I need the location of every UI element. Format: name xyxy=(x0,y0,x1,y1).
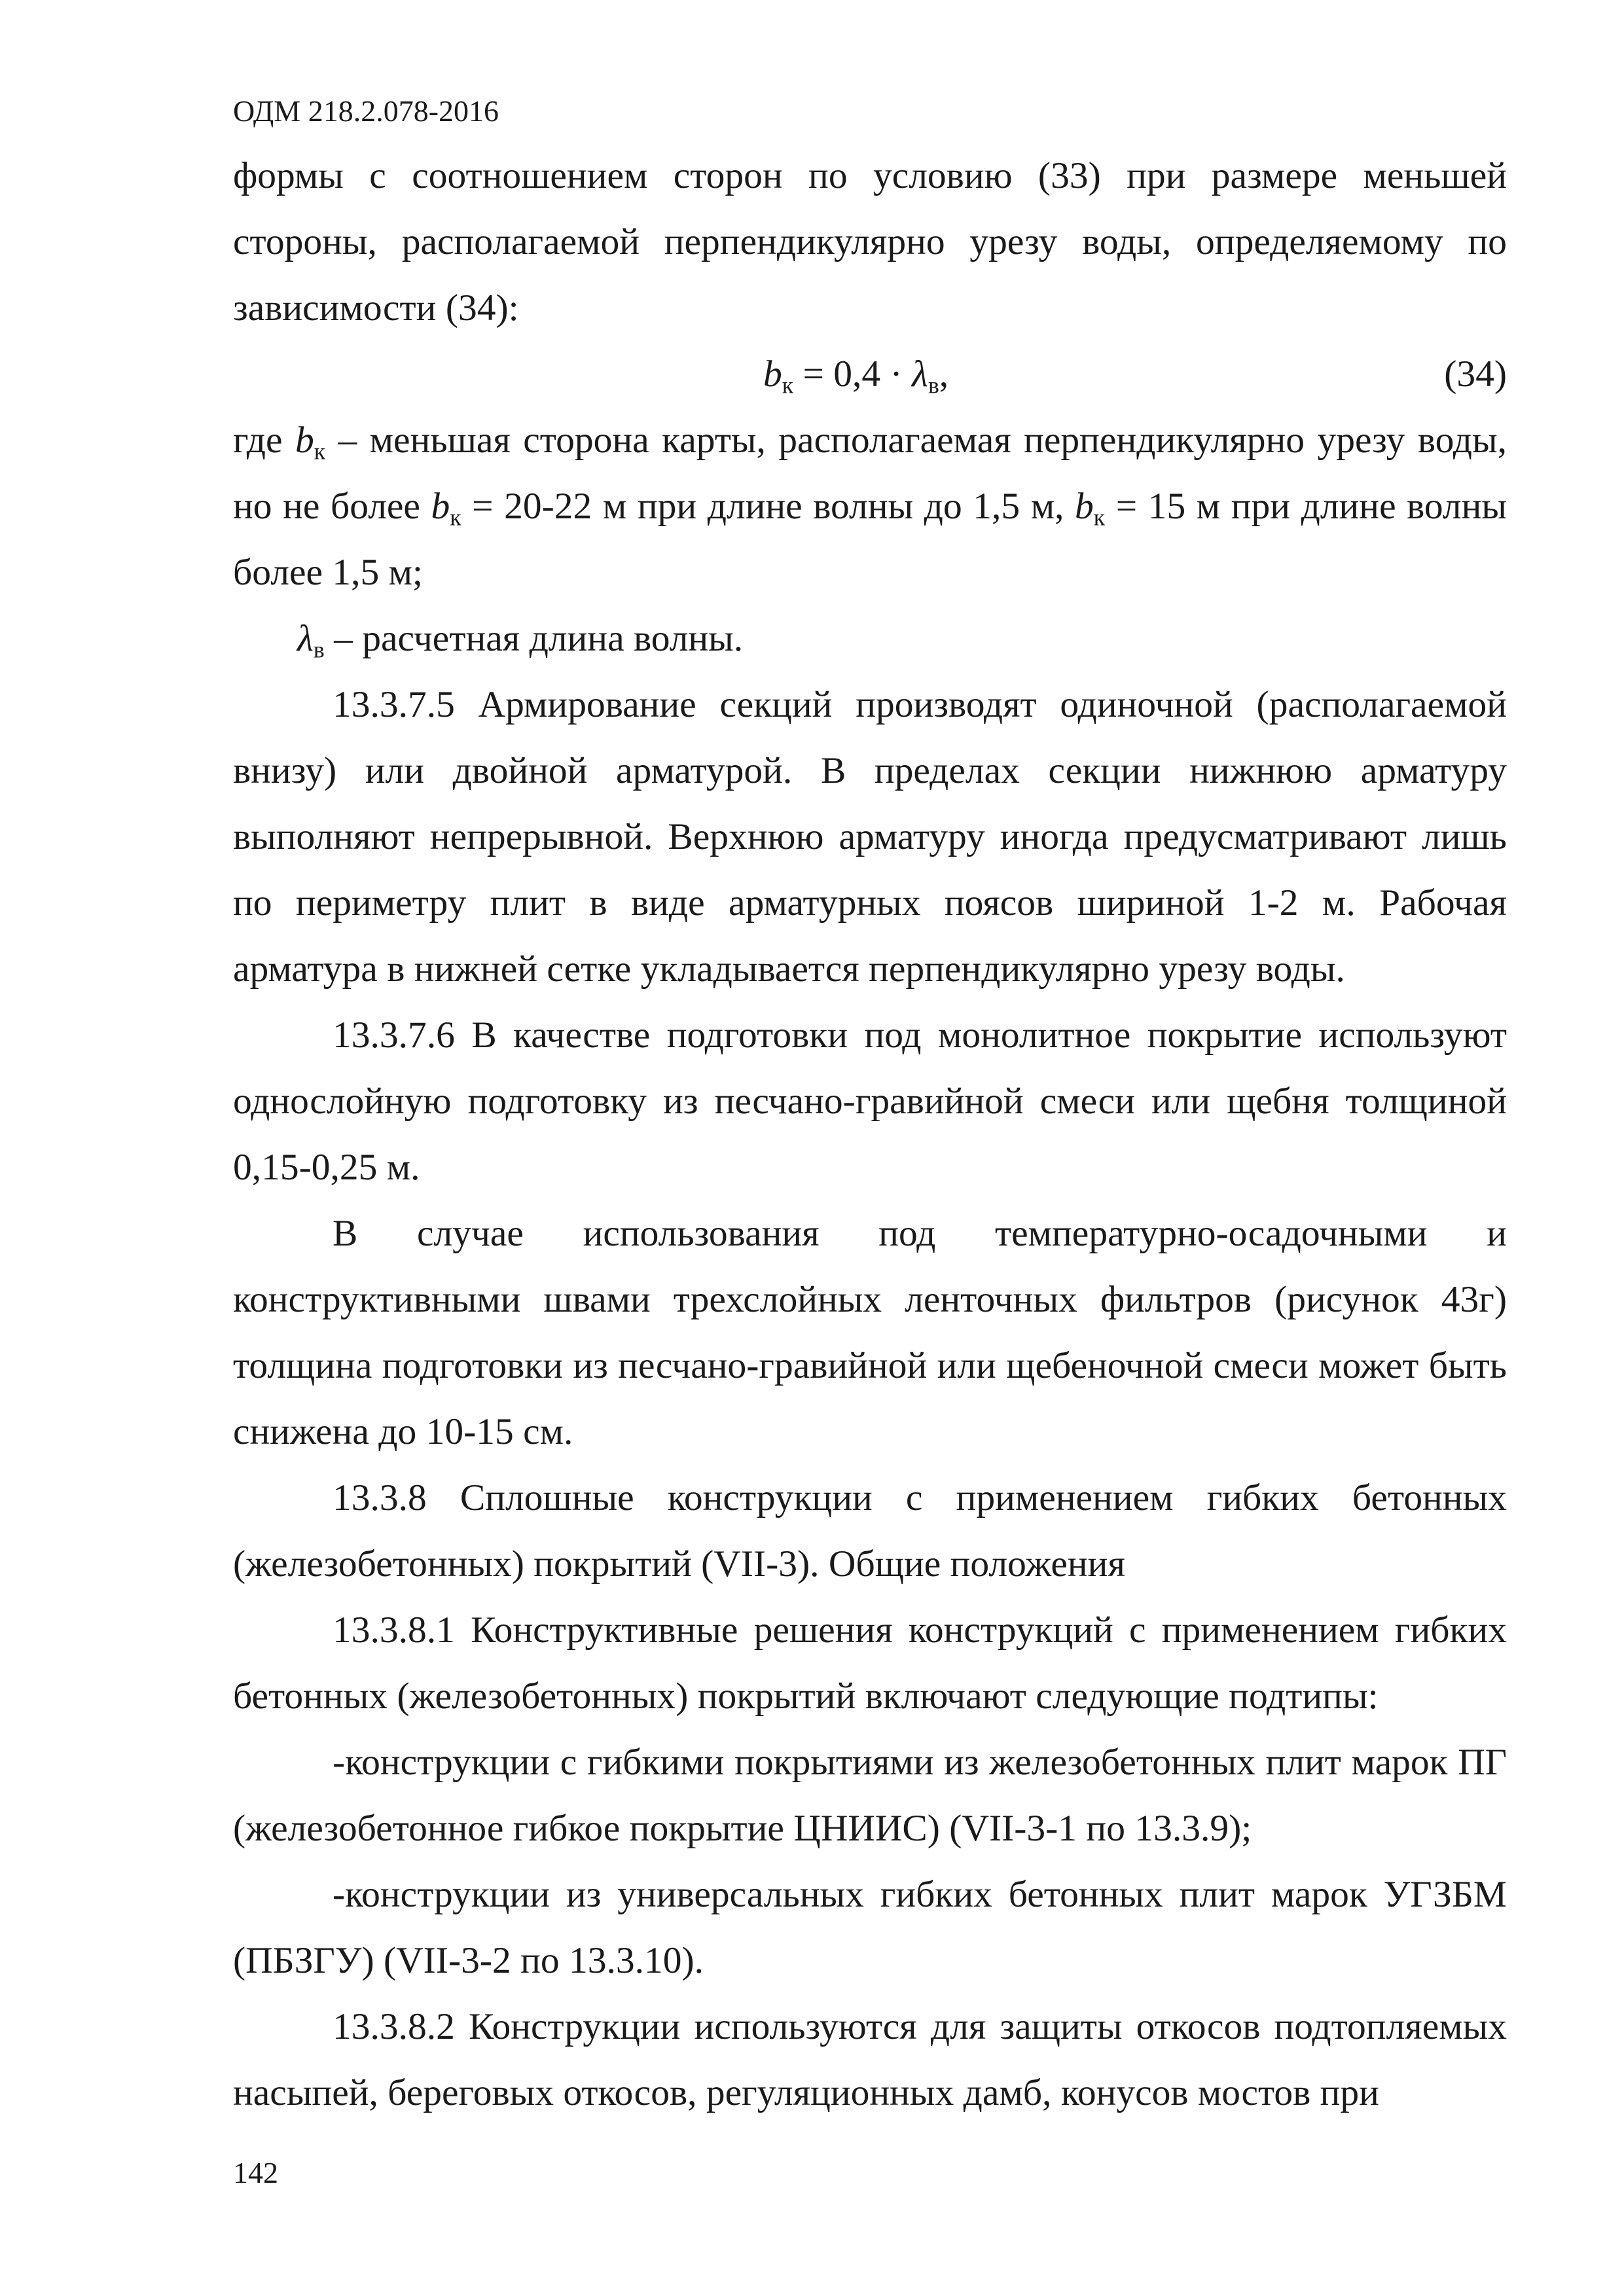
formula-tail: , xyxy=(939,353,949,395)
paragraph-13-3-7-5: 13.3.7.5 Армирование секций производят одиночной (располагаемой внизу) или двойной арматурой. В пределах секции нижнюю арматуру выполняют непрерывной. Верхнюю арматуру иногда предусматривают лишь по периметру плит в виде арматурных поясов шириной 1-2 м. Рабочая арматура в нижней сетке укладывается перпендикулярно урезу воды. xyxy=(233,684,1507,990)
list-item-vii-3-2: -конструкции из универсальных гибких бетонных плит марок УГЗБМ (ПБЗГУ) (VII-3-2 по 13.3.10). xyxy=(233,1874,1507,1981)
paragraph-intro: формы с соотношением сторон по условию (33) при размере меньшей стороны, располагаемой перпендикулярно урезу воды, определяемому по зависимости (34): xyxy=(233,155,1507,329)
formula-lambda-sub: в xyxy=(928,372,939,399)
formula-expression xyxy=(763,341,948,407)
formula-var-sub: к xyxy=(782,372,794,399)
where-var-sub-3: к xyxy=(1093,504,1106,531)
paragraph-lambda-def xyxy=(233,605,1507,672)
paragraph-13-3-8-2: 13.3.8.2 Конструкции используются для защиты откосов подтопляемых насыпей, береговых откосов, регуляционных дамб, конусов мостов при xyxy=(233,2006,1507,2113)
where-text-3: = 15 м при длине волны более 1,5 м; xyxy=(233,486,1507,593)
page-number: 142 xyxy=(233,2156,278,2189)
where-var-3: b xyxy=(1075,486,1094,527)
lambda-symbol: λ xyxy=(297,618,314,659)
list-item-vii-3-1: -конструкции с гибкими покрытиями из железобетонных плит марок ПГ (железобетонное гибкое покрытие ЦНИИС) (VII-3-1 по 13.3.9); xyxy=(233,1742,1507,1849)
formula-var: b xyxy=(763,353,782,395)
page-body xyxy=(233,143,1507,2126)
where-var-sub: к xyxy=(314,438,326,465)
where-text-1: – меньшая сторона карты, располагаемая перпендикулярно урезу воды, но не более xyxy=(233,420,1507,527)
formula-lambda: λ xyxy=(912,353,928,395)
formula-rhs: = 0,4 · xyxy=(803,353,912,395)
formula-number: (34) xyxy=(1444,353,1507,395)
paragraph-13-3-8-1: 13.3.8.1 Конструктивные решения конструкций с применением гибких бетонных (железобетонных) покрытий включают следующие подтипы: xyxy=(233,1609,1507,1717)
lambda-sub: в xyxy=(313,636,325,663)
paragraph-seam-case: В случае использования под температурно-осадочными и конструктивными швами трехслойных ленточных фильтров (рисунок 43г) толщина подготовки из песчано-гравийной или щебеночной смеси может быть снижена до 10-15 см. xyxy=(233,1213,1507,1452)
where-var-2: b xyxy=(431,486,450,527)
paragraph-13-3-7-6: 13.3.7.6 В качестве подготовки под монолитное покрытие используют однослойную подготовку из песчано-гравийной смеси или щебня толщиной 0,15-0,25 м. xyxy=(233,1014,1507,1188)
paragraph-13-3-8: 13.3.8 Сплошные конструкции с применением гибких бетонных (железобетонных) покрытий (VII-3). Общие положения xyxy=(233,1477,1507,1585)
lambda-def-text: – расчетная длина волны. xyxy=(324,618,744,659)
where-text-2: = 20-22 м при длине волны до 1,5 м, xyxy=(461,486,1075,527)
where-lead: где xyxy=(233,420,295,461)
document-code: ОДМ 218.2.078-2016 xyxy=(233,94,499,128)
formula-34 xyxy=(233,341,1507,407)
paragraph-where xyxy=(233,407,1507,605)
where-var: b xyxy=(295,420,314,461)
where-var-sub-2: к xyxy=(450,504,461,531)
